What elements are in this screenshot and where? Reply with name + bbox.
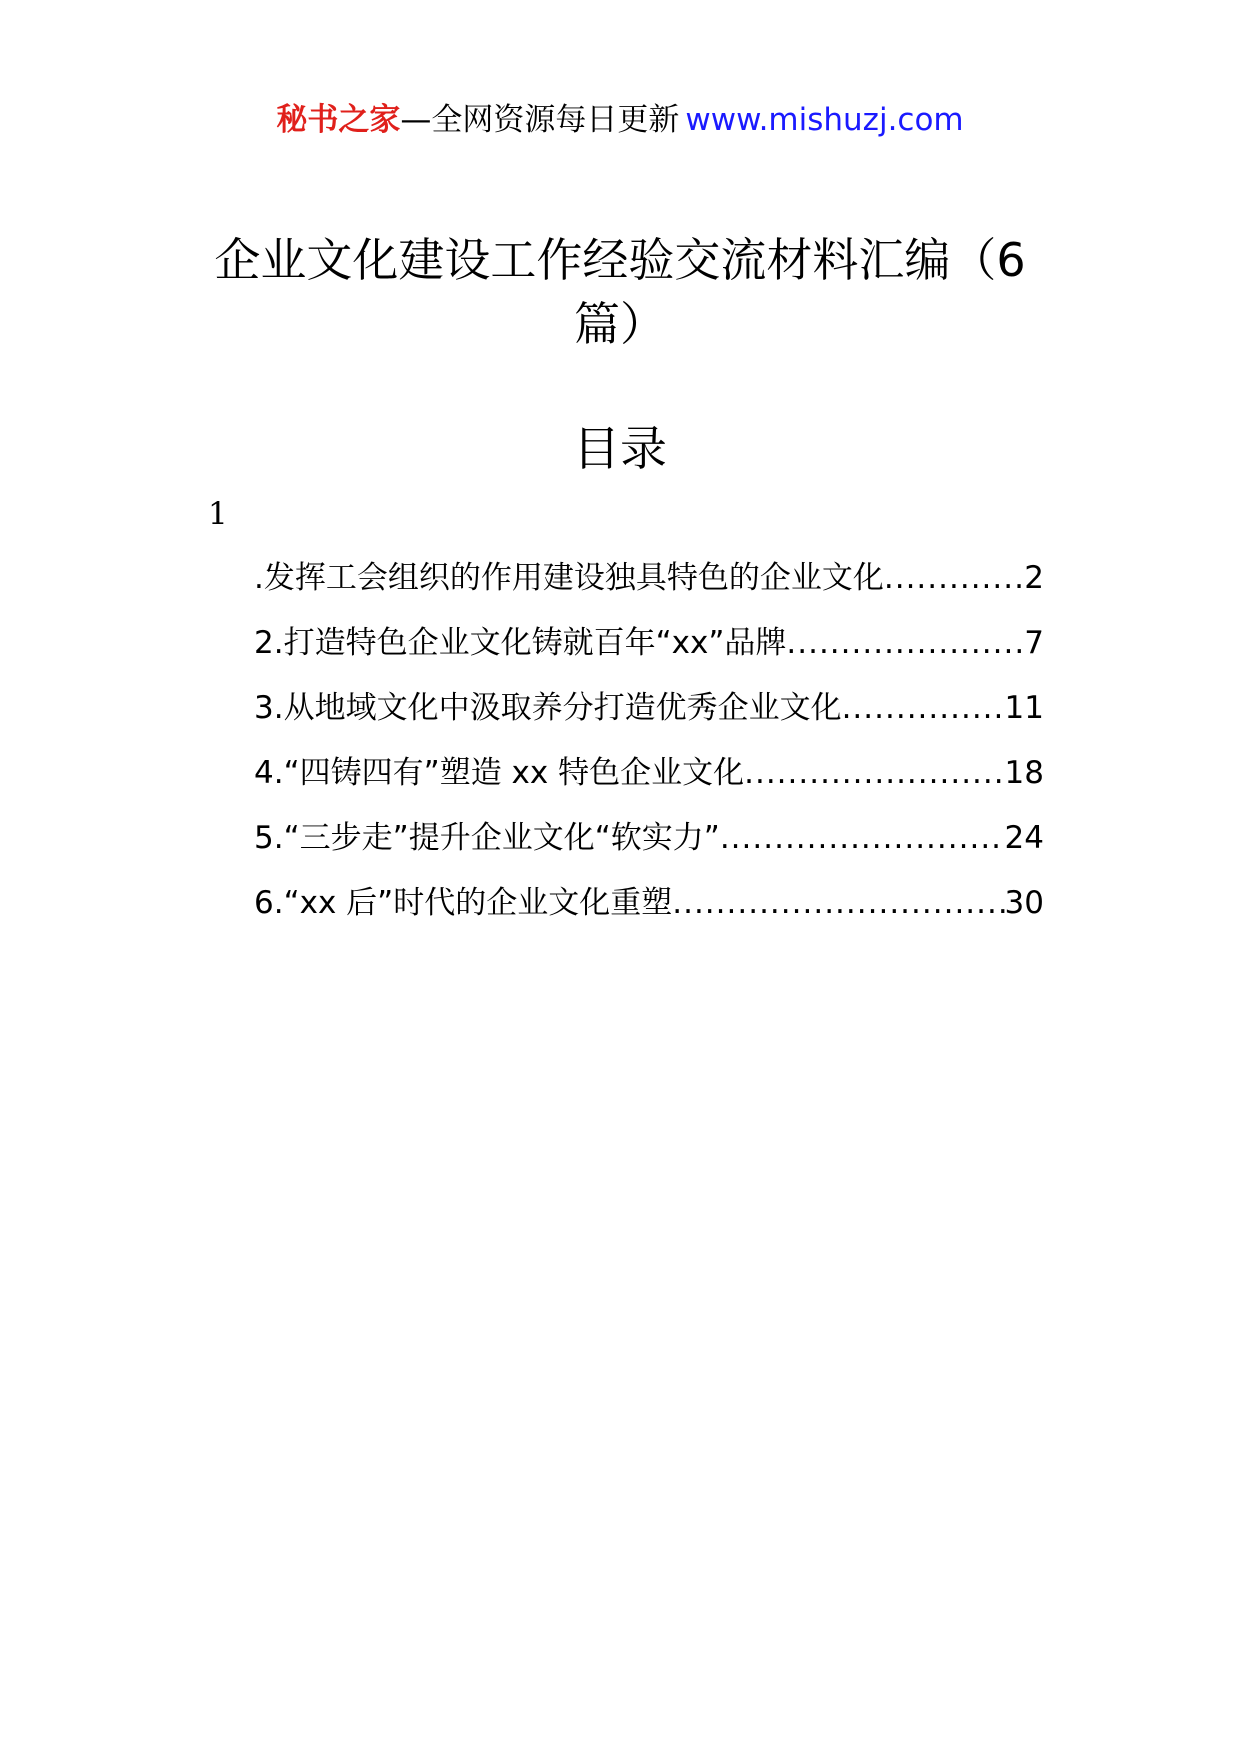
toc-entry-page: 30 [1004, 885, 1044, 921]
site-brand: 秘书之家 [276, 102, 401, 138]
stray-list-number: 1 [208, 496, 228, 532]
toc-entry-page: 18 [1004, 755, 1044, 791]
toc-dot-leader [672, 881, 1004, 925]
toc-entry-label: 2.打造特色企业文化铸就百年“xx”品牌 [254, 625, 787, 661]
toc-dot-leader [720, 816, 1005, 860]
toc-entry[interactable] [254, 751, 1044, 816]
toc-entry-label: 3.从地域文化中汲取养分打造优秀企业文化 [254, 690, 842, 726]
toc-entry-page: 2 [1024, 560, 1044, 596]
toc-entry[interactable] [254, 881, 1044, 946]
toc-entry-label: 6.“xx 后”时代的企业文化重塑 [254, 885, 673, 921]
toc-entry[interactable] [254, 816, 1044, 881]
table-of-contents [254, 556, 1044, 946]
toc-entry-page: 24 [1004, 820, 1044, 856]
toc-entry[interactable] [254, 686, 1044, 751]
toc-entry-label: 4.“四铸四有”塑造 xx 特色企业文化 [254, 755, 745, 791]
toc-entry-page: 11 [1004, 690, 1044, 726]
toc-entry-page: 7 [1024, 625, 1044, 661]
site-header [0, 100, 1240, 140]
toc-entry[interactable] [254, 621, 1044, 686]
toc-dot-leader [842, 686, 1005, 730]
toc-entry-label: .发挥工会组织的作用建设独具特色的企业文化 [254, 560, 884, 596]
document-title: 企业文化建设工作经验交流材料汇编（6篇） [214, 233, 1026, 351]
toc-entry-label: 5.“三步走”提升企业文化“软实力” [254, 820, 720, 856]
toc-dot-leader [786, 621, 1024, 665]
toc-entry[interactable] [254, 556, 1044, 621]
toc-dot-leader [884, 556, 1024, 600]
site-slogan: —全网资源每日更新 [400, 102, 680, 138]
site-url-link[interactable]: www.mishuzj.com [685, 102, 964, 138]
toc-dot-leader [744, 751, 1004, 795]
toc-heading: 目录 [573, 422, 667, 477]
